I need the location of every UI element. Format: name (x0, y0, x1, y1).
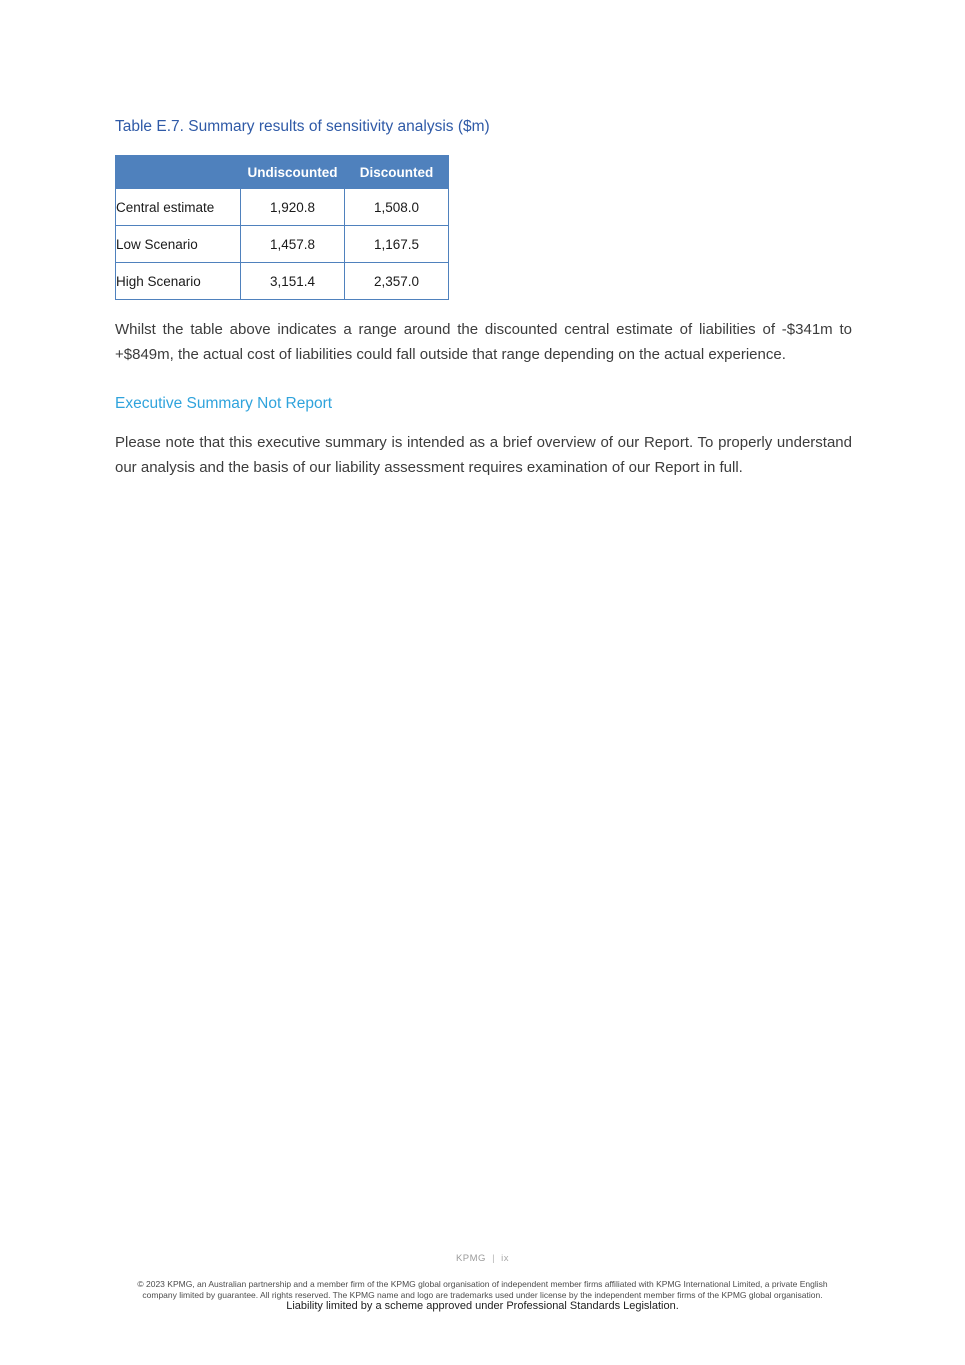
row-undiscounted-value: 1,920.8 (241, 189, 345, 226)
row-label: Central estimate (116, 189, 241, 226)
row-discounted-value: 1,167.5 (345, 226, 449, 263)
page-content (115, 0, 852, 480)
section-heading-executive-summary: Executive Summary Not Report (115, 395, 333, 412)
copyright-line-2: company limited by guarantee. All rights reserved. The KPMG name and logo are trademarks used under license by the independent member firms of the KPMG global organisation. (142, 1289, 823, 1300)
table-row (116, 226, 449, 263)
footer-liability-statement: Liability limited by a scheme approved under Professional Standards Legislation. (286, 1300, 679, 1312)
table-row (116, 189, 449, 226)
header-empty-cell (116, 156, 241, 189)
paragraph-executive-summary-note: Please note that this executive summary is intended as a brief overview of our Report. To properly understand our analysis and the basis of our liability assessment requires examination of our Report in full. (115, 434, 852, 476)
footer-brand: KPMG (455, 1253, 486, 1264)
row-undiscounted-value: 3,151.4 (241, 263, 345, 300)
footer-page-label (0, 1253, 965, 1264)
footer-page-number: ix (501, 1253, 510, 1264)
row-discounted-value: 1,508.0 (345, 189, 449, 226)
header-undiscounted: Undiscounted (241, 156, 345, 189)
table-caption: Table E.7. Summary results of sensitivity analysis ($m) (115, 118, 490, 135)
sensitivity-analysis-table (115, 155, 449, 300)
header-discounted: Discounted (345, 156, 449, 189)
footer-separator: | (492, 1253, 496, 1264)
row-undiscounted-value: 1,457.8 (241, 226, 345, 263)
copyright-line-1: © 2023 KPMG, an Australian partnership and a member firm of the KPMG global organisation of independent member firms affiliated with KPMG International Limited, a private English (137, 1279, 828, 1289)
row-discounted-value: 2,357.0 (345, 263, 449, 300)
row-label: High Scenario (116, 263, 241, 300)
row-label: Low Scenario (116, 226, 241, 263)
paragraph-sensitivity-range: Whilst the table above indicates a range around the discounted central estimate of liabilities of -$341m to +$849m, the actual cost of liabilities could fall outside that range depending on the actual experience. (115, 321, 852, 363)
table-header-row (116, 156, 449, 189)
footer-copyright (0, 1279, 965, 1300)
table-row (116, 263, 449, 300)
